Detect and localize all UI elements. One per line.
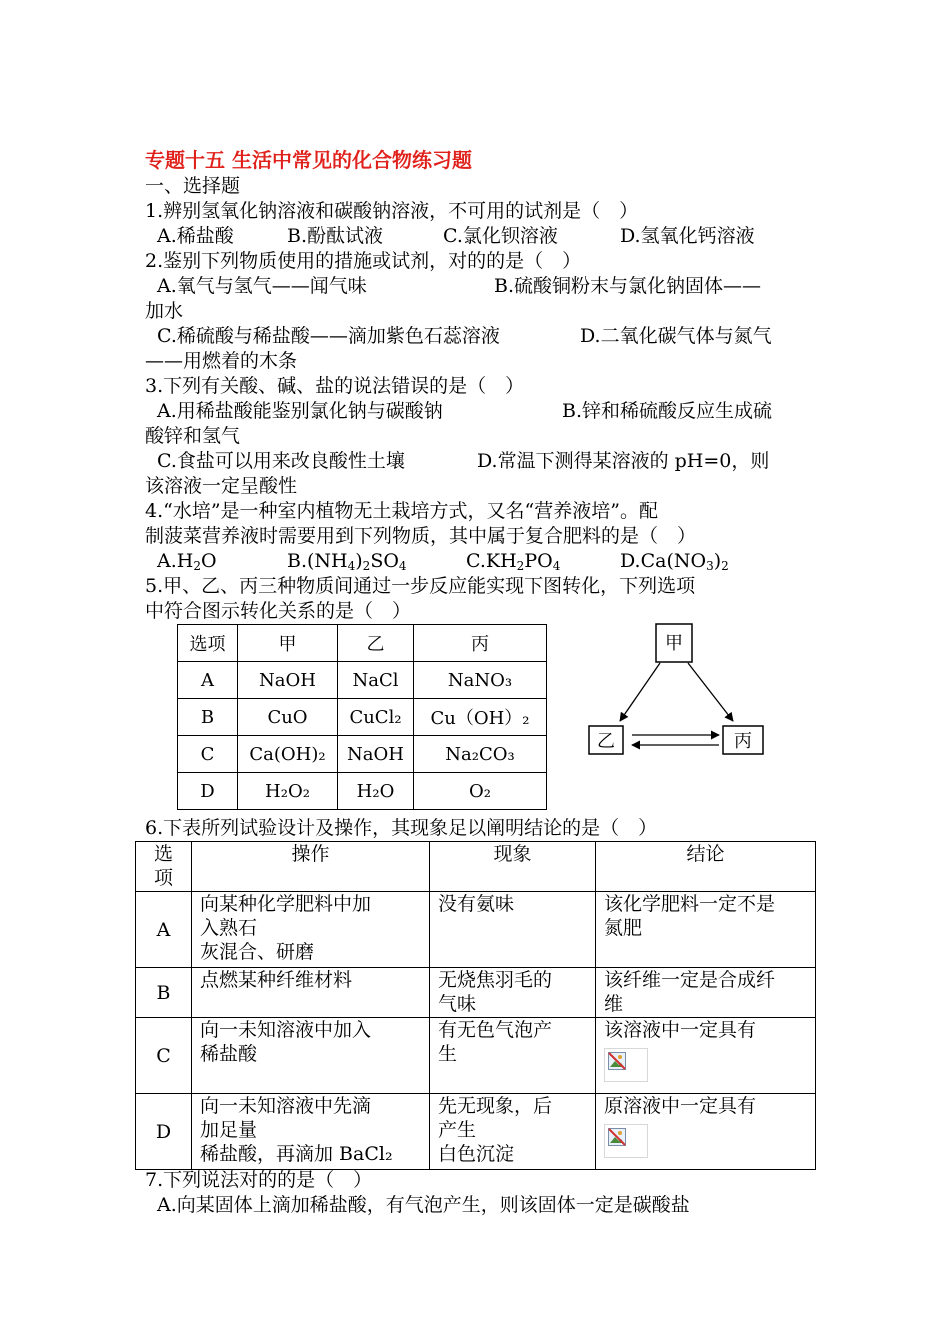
table-row bbox=[178, 699, 547, 736]
table-cell: H₂O bbox=[338, 773, 414, 810]
q2-option-b: B.硫酸铜粉末与氯化钠固体—— bbox=[494, 275, 762, 297]
q2-option-c: C.稀硫酸与稀盐酸——滴加紫色石蕊溶液 bbox=[157, 325, 500, 347]
table-cell: O₂ bbox=[414, 773, 547, 810]
table-cell: D bbox=[178, 773, 238, 810]
q1-stem: 1.辨别氢氧化钠溶液和碳酸钠溶液，不可用的试剂是（ ） bbox=[145, 200, 639, 222]
q1-option-d: D.氢氧化钙溶液 bbox=[620, 225, 755, 247]
table-header-cell: 选 项 bbox=[136, 842, 192, 892]
q7-stem: 7.下列说法对的的是（ ） bbox=[145, 1169, 373, 1191]
table-cell: 该纤维一定是合成纤 维 bbox=[596, 968, 816, 1018]
q5-table bbox=[177, 624, 547, 810]
section-heading: 一、选择题 bbox=[145, 175, 241, 197]
table-cell: NaOH bbox=[238, 662, 338, 699]
q3-stem: 3.下列有关酸、碱、盐的说法错误的是（ ） bbox=[145, 375, 525, 397]
q5-stem-line1: 5.甲、乙、丙三种物质间通过一步反应能实现下图转化，下列选项 bbox=[145, 575, 696, 597]
q1-option-b: B.酚酞试液 bbox=[287, 225, 384, 247]
table-row bbox=[136, 968, 816, 1018]
q2-option-b-cont: 加水 bbox=[145, 300, 184, 322]
table-cell: Cu（OH）₂ bbox=[414, 699, 547, 736]
table-header-row bbox=[136, 842, 816, 892]
table-cell: A bbox=[178, 662, 238, 699]
q4-stem-line1: 4.“水培”是一种室内植物无土栽培方式，又名“营养液培”。配 bbox=[145, 500, 658, 522]
table-header-cell: 乙 bbox=[338, 625, 414, 662]
table-cell: 该化学肥料一定不是 氮肥 bbox=[596, 892, 816, 968]
q2-option-d-cont: ——用燃着的木条 bbox=[145, 350, 298, 372]
table-cell: Ca(OH)₂ bbox=[238, 736, 338, 773]
table-header-cell: 现象 bbox=[430, 842, 596, 892]
q4-option-d: $D.Ca(NO_3)_2$ bbox=[620, 550, 729, 573]
table-cell: 没有氨味 bbox=[430, 892, 596, 968]
table-row bbox=[136, 1018, 816, 1094]
diagram-node-left-label: 乙 bbox=[597, 731, 615, 752]
table-row bbox=[178, 736, 547, 773]
diagram-arrow-top-left bbox=[620, 663, 660, 721]
table-row bbox=[178, 662, 547, 699]
document-title: 专题十五 生活中常见的化合物练习题 bbox=[145, 148, 472, 172]
q6-stem: 6.下表所列试验设计及操作，其现象足以阐明结论的是（ ） bbox=[145, 817, 658, 839]
table-cell: B bbox=[178, 699, 238, 736]
table-cell: 先无现象，后 产生 白色沉淀 bbox=[430, 1094, 596, 1170]
table-header-row bbox=[178, 625, 547, 662]
table-cell: NaCl bbox=[338, 662, 414, 699]
table-cell: CuCl₂ bbox=[338, 699, 414, 736]
table-header-cell: 丙 bbox=[414, 625, 547, 662]
q7-option-a: A.向某固体上滴加稀盐酸，有气泡产生，则该固体一定是碳酸盐 bbox=[157, 1194, 690, 1216]
table-header-cell: 选项 bbox=[178, 625, 238, 662]
table-cell: 该溶液中一定具有 bbox=[596, 1018, 816, 1094]
table-cell: 有无色气泡产 生 bbox=[430, 1018, 596, 1094]
table-header-cell: 操作 bbox=[192, 842, 430, 892]
broken-image-icon bbox=[604, 1048, 648, 1082]
table-cell: CuO bbox=[238, 699, 338, 736]
diagram-node-right-label: 丙 bbox=[734, 731, 752, 752]
table-cell: C bbox=[136, 1018, 192, 1094]
table-header-cell: 甲 bbox=[238, 625, 338, 662]
table-cell: C bbox=[178, 736, 238, 773]
q3-option-b: B.锌和稀硫酸反应生成硫 bbox=[562, 400, 773, 422]
q6-table bbox=[135, 841, 816, 1170]
broken-image-icon bbox=[604, 1124, 648, 1158]
table-cell: H₂O₂ bbox=[238, 773, 338, 810]
q3-option-d: D.常温下测得某溶液的 pH=0，则 bbox=[477, 450, 770, 472]
q3-option-b-cont: 酸锌和氢气 bbox=[145, 425, 241, 447]
table-row bbox=[178, 773, 547, 810]
diagram-arrow-top-right bbox=[688, 663, 733, 721]
table-cell: 原溶液中一定具有 bbox=[596, 1094, 816, 1170]
q4-option-b: $B.(NH_4)_2SO_4$ bbox=[287, 550, 407, 573]
q1-option-c: C.氯化钡溶液 bbox=[443, 225, 558, 247]
q4-option-c: $C.KH_2PO_4$ bbox=[466, 550, 561, 573]
q5-conversion-diagram bbox=[580, 620, 770, 765]
table-cell: 无烧焦羽毛的 气味 bbox=[430, 968, 596, 1018]
table-cell: D bbox=[136, 1094, 192, 1170]
q5-stem-line2: 中符合图示转化关系的是（ ） bbox=[145, 600, 412, 622]
table-cell: 向某种化学肥料中加 入熟石 灰混合、研磨 bbox=[192, 892, 430, 968]
table-cell: 点燃某种纤维材料 bbox=[192, 968, 430, 1018]
table-cell: 向一未知溶液中先滴 加足量 稀盐酸，再滴加 BaCl₂ bbox=[192, 1094, 430, 1170]
table-cell: NaOH bbox=[338, 736, 414, 773]
table-row bbox=[136, 892, 816, 968]
q2-option-a: A.氧气与氢气——闻气味 bbox=[157, 275, 367, 297]
table-row bbox=[136, 1094, 816, 1170]
table-cell: 向一未知溶液中加入 稀盐酸 bbox=[192, 1018, 430, 1094]
q4-stem-line2: 制菠菜营养液时需要用到下列物质，其中属于复合肥料的是（ ） bbox=[145, 525, 697, 547]
q3-option-d-cont: 该溶液一定呈酸性 bbox=[145, 475, 298, 497]
table-cell: B bbox=[136, 968, 192, 1018]
table-cell: A bbox=[136, 892, 192, 968]
diagram-node-top-label: 甲 bbox=[665, 633, 683, 654]
q3-option-c: C.食盐可以用来改良酸性土壤 bbox=[157, 450, 405, 472]
table-cell: Na₂CO₃ bbox=[414, 736, 547, 773]
q2-option-d: D.二氧化碳气体与氮气 bbox=[580, 325, 772, 347]
q4-option-a: $A.H_2O$ bbox=[157, 550, 217, 573]
q3-option-a: A.用稀盐酸能鉴别氯化钠与碳酸钠 bbox=[157, 400, 443, 422]
table-cell: NaNO₃ bbox=[414, 662, 547, 699]
q2-stem: 2.鉴别下列物质使用的措施或试剂，对的的是（ ） bbox=[145, 250, 582, 272]
q1-option-a: A.稀盐酸 bbox=[157, 225, 234, 247]
table-header-cell: 结论 bbox=[596, 842, 816, 892]
